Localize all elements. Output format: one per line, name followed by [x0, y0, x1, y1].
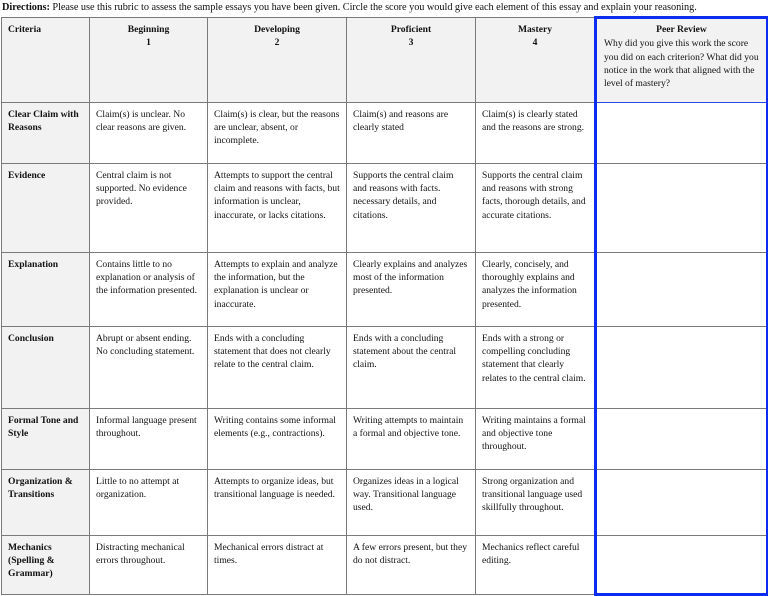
row-criterion: Formal Tone and Style	[2, 409, 90, 470]
cell-mastery: Writing maintains a formal and objective tone throughout.	[476, 409, 596, 470]
directions-text: Please use this rubric to assess the sample essays you have been given. Circle the score you would give each element of this essay and explain your reasoning.	[49, 2, 697, 13]
table-row	[2, 103, 768, 164]
cell-mastery: Strong organization and transitional language used skillfully throughout.	[476, 470, 596, 536]
header-level-developing-number: 2	[274, 37, 280, 49]
header-peer-review	[596, 18, 768, 103]
cell-proficient: Claim(s) and reasons are clearly stated	[347, 103, 476, 164]
cell-peer-review[interactable]	[596, 103, 768, 164]
cell-peer-review[interactable]	[596, 409, 768, 470]
row-criterion: Evidence	[2, 164, 90, 253]
cell-proficient: Organizes ideas in a logical way. Transitional language used.	[347, 470, 476, 536]
cell-proficient: Writing attempts to maintain a formal and objective tone.	[347, 409, 476, 470]
row-criterion: Mechanics (Spelling & Grammar)	[2, 536, 90, 595]
rubric-table	[1, 16, 768, 596]
table-row	[2, 327, 768, 409]
table-row	[2, 253, 768, 327]
header-level-mastery-number: 4	[532, 37, 538, 49]
cell-developing: Claim(s) is clear, but the reasons are unclear, absent, or incomplete.	[208, 103, 347, 164]
header-level-developing-name: Developing	[254, 24, 300, 35]
header-peer-review-title: Peer Review	[656, 24, 707, 35]
cell-developing: Ends with a concluding statement that does not clearly relate to the central claim.	[208, 327, 347, 409]
cell-developing: Writing contains some informal elements (e.g., contractions).	[208, 409, 347, 470]
cell-mastery: Supports the central claim and reasons with strong facts, thorough details, and accurate citations.	[476, 164, 596, 253]
cell-proficient: Supports the central claim and reasons with facts. necessary details, and citations.	[347, 164, 476, 253]
table-row	[2, 409, 768, 470]
row-criterion: Explanation	[2, 253, 90, 327]
header-level-beginning-number: 1	[146, 37, 151, 49]
cell-peer-review[interactable]	[596, 164, 768, 253]
cell-beginning: Distracting mechanical errors throughout.	[90, 536, 208, 595]
cell-developing: Attempts to organize ideas, but transitional language is needed.	[208, 470, 347, 536]
cell-mastery: Clearly, concisely, and thoroughly explains and analyzes the information presented.	[476, 253, 596, 327]
header-level-mastery	[476, 18, 596, 103]
cell-beginning: Little to no attempt at organization.	[90, 470, 208, 536]
header-level-proficient-name: Proficient	[390, 24, 432, 35]
cell-developing: Attempts to explain and analyze the information, but the explanation is unclear or inaccurate.	[208, 253, 347, 327]
row-criterion: Organization & Transitions	[2, 470, 90, 536]
cell-proficient: Ends with a concluding statement about the central claim.	[347, 327, 476, 409]
table-row	[2, 164, 768, 253]
header-level-mastery-name: Mastery	[517, 24, 553, 35]
cell-peer-review[interactable]	[596, 470, 768, 536]
cell-beginning: Central claim is not supported. No evidence provided.	[90, 164, 208, 253]
cell-mastery: Claim(s) is clearly stated and the reasons are strong.	[476, 103, 596, 164]
cell-proficient: Clearly explains and analyzes most of the information presented.	[347, 253, 476, 327]
cell-peer-review[interactable]	[596, 536, 768, 595]
cell-beginning: Contains little to no explanation or analysis of the information presented.	[90, 253, 208, 327]
header-level-proficient	[347, 18, 476, 103]
table-header-row	[2, 18, 768, 103]
cell-proficient: A few errors present, but they do not distract.	[347, 536, 476, 595]
header-level-proficient-number: 3	[408, 37, 414, 49]
directions-line	[0, 0, 768, 16]
cell-mastery: Mechanics reflect careful editing.	[476, 536, 596, 595]
cell-developing: Attempts to support the central claim and reasons with facts, but information is unclear, inaccurate, or lacks citations.	[208, 164, 347, 253]
cell-mastery: Ends with a strong or compelling concluding statement that clearly relates to the central claim.	[476, 327, 596, 409]
table-row	[2, 536, 768, 595]
cell-beginning: Informal language present throughout.	[90, 409, 208, 470]
cell-beginning: Claim(s) is unclear. No clear reasons are given.	[90, 103, 208, 164]
table-row	[2, 470, 768, 536]
directions-label: Directions:	[2, 2, 50, 13]
row-criterion: Conclusion	[2, 327, 90, 409]
header-level-beginning	[90, 18, 208, 103]
cell-peer-review[interactable]	[596, 327, 768, 409]
header-criteria: Criteria	[2, 18, 90, 103]
header-level-beginning-name: Beginning	[127, 24, 170, 35]
cell-peer-review[interactable]	[596, 253, 768, 327]
header-level-developing	[208, 18, 347, 103]
cell-beginning: Abrupt or absent ending. No concluding statement.	[90, 327, 208, 409]
header-peer-review-prompt: Why did you give this work the score you did on each criterion? What did you notice in the work that aligned with the level of mastery?	[604, 38, 759, 90]
row-criterion: Clear Claim with Reasons	[2, 103, 90, 164]
cell-developing: Mechanical errors distract at times.	[208, 536, 347, 595]
